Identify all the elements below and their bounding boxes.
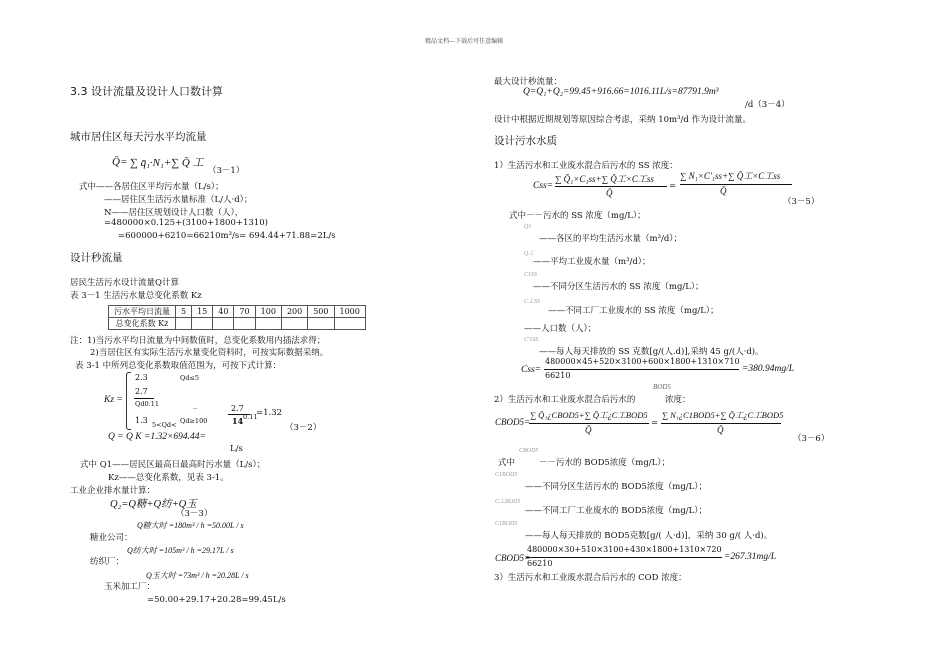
faint-cbod: CBOD5 bbox=[519, 448, 539, 454]
cbod-den-2: Q̄ bbox=[717, 425, 724, 435]
table-cell: 100 bbox=[255, 306, 281, 318]
table-cell: 15 bbox=[192, 306, 213, 318]
def-avg-flow: 式中——各居住区平均污水量（L/s）； bbox=[79, 182, 224, 192]
table-cell bbox=[281, 318, 307, 330]
cbod-calc-num: 480000×30+510×3100+430×1800+1310×720 bbox=[527, 545, 722, 554]
ss-heading: 1）生活污水和工业废水混合后污水的 SS 浓度： bbox=[494, 161, 678, 171]
css-calc-result: =380.94mg/L bbox=[742, 364, 795, 374]
css-calc-num: 480000×45+520×3100+600×1800+1310×710 bbox=[545, 357, 740, 366]
faint-q-ind: Q工 bbox=[524, 251, 535, 257]
q-def-2: Kz——总变化系数，见表 3-1。 bbox=[108, 473, 229, 483]
bod-tag: BOD5 bbox=[653, 383, 671, 391]
quality-heading: 设计污水水质 bbox=[494, 135, 557, 147]
cod-heading: 3）生活污水和工业废水混合后污水的 COD 浓度： bbox=[494, 573, 687, 583]
ss-def-3: ——不同分区生活污水的 SS 浓度（mg/L）； bbox=[533, 282, 704, 292]
bod-heading-tail: 浓度： bbox=[665, 395, 691, 405]
faint-c-ind-ss: C工SS bbox=[524, 299, 541, 305]
q-equation: Q = Q K =1.32×694.44= bbox=[108, 432, 206, 442]
css-num-1: ∑ Q̄₁×C₁ss+∑ Q̄工×C工ss bbox=[555, 174, 654, 184]
faint-q1: Q1 bbox=[524, 224, 532, 230]
css-bar-1 bbox=[555, 186, 667, 187]
calc-line-2: =600000+6210=66210m³/s= 694.44+71.88=2L/s bbox=[118, 231, 336, 241]
industry-sum: =50.00+29.17+20.28=99.45L/s bbox=[147, 595, 286, 605]
eq5-number: （3－5） bbox=[783, 197, 820, 207]
ss-def-6: ——每人每天排放的 SS 克数[g/(人.d)],采纳 45 g/(人·d)。 bbox=[539, 347, 764, 357]
max-flow-tail: /d（3－4） bbox=[745, 100, 790, 110]
q-unit: L/s bbox=[230, 444, 243, 454]
sugar-label: 糖业公司： bbox=[90, 533, 133, 543]
peak-intro: 居民生活污水设计流量Q计算 bbox=[70, 278, 179, 288]
ss-def-1: ——各区的平均生活污水量（m³/d）； bbox=[539, 234, 683, 244]
industry-heading: 工业企业排水量计算： bbox=[70, 486, 156, 496]
css-lhs: Css= bbox=[533, 181, 554, 191]
note-3: 表 3-1 中所列总变化系数取值范围为，可按下式计算： bbox=[75, 361, 282, 371]
css-den-2: Q̄ bbox=[720, 186, 727, 196]
table-cell bbox=[213, 318, 234, 330]
faint-c1bod-2: C1BOD5 bbox=[495, 521, 518, 527]
kz-frac-num: 2.7 bbox=[231, 404, 244, 413]
kz-case-3-cond-1: 5<Qd< bbox=[152, 421, 177, 429]
cbod-bar-2 bbox=[661, 423, 781, 424]
kz-table bbox=[108, 305, 366, 330]
cbod-calc-lhs: CBOD5= bbox=[495, 553, 531, 563]
kz-case-3: 1.3 bbox=[135, 416, 148, 425]
textile-label: 纺织厂： bbox=[90, 557, 125, 567]
kz-brace bbox=[126, 372, 131, 430]
kz-case-2-den: Qd0.11 bbox=[135, 400, 159, 408]
q-def-1: 式中 Q1——居民区最高日最高时污水量（L/s）； bbox=[80, 460, 266, 470]
css-calc-den: 66210 bbox=[545, 371, 571, 380]
faint-c-ind-bod: C工BOD5 bbox=[495, 499, 521, 505]
max-flow-equation: Q=Q₁+Q₂=99.45+916.66=1016.11L/s=87791.9m³ bbox=[523, 87, 719, 97]
faint-c1bod: C1BOD5 bbox=[495, 472, 518, 478]
ss-def-2: ——平均工业废水量（m³/d）； bbox=[533, 257, 651, 267]
def-standard: ——居住区生活污水量标准（L/人·d）； bbox=[104, 195, 253, 205]
cbod-num-2: ∑ N₁¿C1BOD5+∑ Q̄工¿C工BOD5 bbox=[662, 410, 784, 420]
ss-def-0: 式中－－污水的 SS 浓度（mg/L）； bbox=[509, 211, 646, 221]
eq1-lhs: Q̄= bbox=[112, 156, 128, 168]
kz-lhs: Kz = bbox=[104, 395, 123, 405]
eq1-number: （3－1） bbox=[208, 166, 245, 176]
eq3-number: （3－3） bbox=[176, 509, 213, 519]
row-label: 污水平均日流量 bbox=[109, 306, 176, 318]
bod-def-0b: －－污水的 BOD5浓度（mg/L）； bbox=[539, 458, 671, 468]
table-cell: 1000 bbox=[334, 306, 365, 318]
cbod-calc-bar bbox=[526, 557, 722, 558]
kz-dots: .. bbox=[193, 403, 198, 411]
cbod-calc-den: 66210 bbox=[527, 559, 553, 568]
cbod-lhs: CBOD5= bbox=[495, 417, 531, 427]
design-flow-note: 设计中根据近期规划等原因综合考虑，采纳 10m³/d 作为设计流量。 bbox=[494, 115, 751, 125]
table-cell bbox=[192, 318, 213, 330]
corn-equation: Q玉大时 =73m³ / h =20.28L / s bbox=[146, 571, 249, 580]
bod-def-3: ——每人每天排放的 BOD5克数[g/( 人·d)]，采纳 30 g/( 人·d)。 bbox=[525, 531, 773, 541]
kz-frac-den: 14 bbox=[232, 416, 244, 426]
css-den-1: Q̄ bbox=[606, 188, 613, 198]
table-cell bbox=[176, 318, 192, 330]
kz-case-2-bar bbox=[134, 398, 154, 399]
kz-case-1: 2.3 bbox=[135, 373, 148, 382]
table-row bbox=[109, 306, 366, 318]
table-cell bbox=[308, 318, 334, 330]
kz-frac-exp: 0.11 bbox=[243, 413, 258, 421]
table-cell: 200 bbox=[281, 306, 307, 318]
calc-line-1: =480000×0.125+(3100+1800+1310) bbox=[104, 218, 268, 228]
css-calc-bar bbox=[544, 369, 739, 370]
table-cell: 5 bbox=[176, 306, 192, 318]
kz-result: =1.32 bbox=[256, 408, 283, 418]
cbod-bar-1 bbox=[529, 423, 649, 424]
css-num-2: ∑ N₁×C′₁ss+∑ Q̄工×C工ss bbox=[680, 171, 781, 181]
table-cell: 500 bbox=[308, 306, 334, 318]
ss-def-5: ——人口数（人）； bbox=[524, 324, 597, 334]
corn-label: 玉米加工厂： bbox=[104, 582, 156, 592]
bod-def-0a: 式中 bbox=[498, 458, 516, 468]
table-cell bbox=[234, 318, 255, 330]
faint-c1ss-prime: C′1SS bbox=[524, 337, 539, 343]
faint-c1ss: C1SS bbox=[524, 272, 538, 278]
table-cell: 40 bbox=[213, 306, 234, 318]
kz-case-1-cond: Qd≤5 bbox=[180, 374, 200, 382]
sugar-equation: Q糖大时 =180m³ / h =50.00L / s bbox=[137, 521, 244, 530]
table-row bbox=[109, 318, 366, 330]
table-cell: 70 bbox=[234, 306, 255, 318]
kz-case-3-cond-2: Qd≥100 bbox=[180, 417, 208, 425]
table-caption: 表 3－1 生活污水量总变化系数 Kz bbox=[70, 291, 202, 301]
table-cell bbox=[255, 318, 281, 330]
eq6-number: （3－6） bbox=[793, 434, 830, 444]
ss-def-4: ——不同工厂工业废水的 SS 浓度（mg/L）； bbox=[548, 306, 719, 316]
page-header: 精品文档---下载后可任意编辑 bbox=[425, 38, 504, 45]
bod-heading: 2）生活污水和工业废水混合后污水的 bbox=[494, 395, 636, 405]
max-flow-heading: 最大设计秒流量： bbox=[494, 77, 563, 87]
equals: = bbox=[669, 181, 677, 191]
kz-case-2-num: 2.7 bbox=[135, 387, 148, 396]
note-1: 注：1)当污水平均日流量为中间数值时，总变化系数用内插法求得； bbox=[70, 336, 326, 346]
bod-def-2: ——不同工厂工业废水的 BOD5浓度（mg/L）； bbox=[525, 506, 708, 516]
avg-flow-heading: 城市居住区每天污水平均流量 bbox=[70, 131, 207, 143]
eq1-rhs: ∑ q̄₁·N₁+∑ Q̄ 工 bbox=[130, 157, 204, 169]
bod-def-1: ——不同分区生活污水的 BOD5浓度（mg/L）； bbox=[525, 482, 708, 492]
note-2: 2)当居住区有实际生活污水量变化资料时，可按实际数据采纳。 bbox=[90, 348, 329, 358]
css-calc-lhs: Css= bbox=[521, 365, 542, 375]
equals: = bbox=[651, 418, 659, 428]
cbod-den-1: Q̄ bbox=[585, 425, 592, 435]
eq3: Q₂=Q糖+Q纺+Q玉 bbox=[110, 499, 197, 510]
section-title: 3.3 设计流量及设计人口数计算 bbox=[70, 85, 223, 98]
cbod-calc-result: =267.31mg/L bbox=[724, 552, 777, 562]
css-bar-2 bbox=[680, 184, 792, 185]
cbod-num-1: ∑ Q̄₁¿CBOD5+∑ Q̄工¿C工BOD5 bbox=[530, 410, 648, 420]
textile-equation: Q纺大时 =105m³ / h =29.17L / s bbox=[127, 546, 234, 555]
row-label: 总变化系数 Kz bbox=[109, 318, 176, 330]
def-population: N——居住区规划设计人口数（人）， bbox=[104, 208, 244, 218]
peak-flow-heading: 设计秒流量 bbox=[70, 252, 123, 264]
eq2-number: （3－2） bbox=[285, 423, 322, 433]
table-cell bbox=[334, 318, 365, 330]
